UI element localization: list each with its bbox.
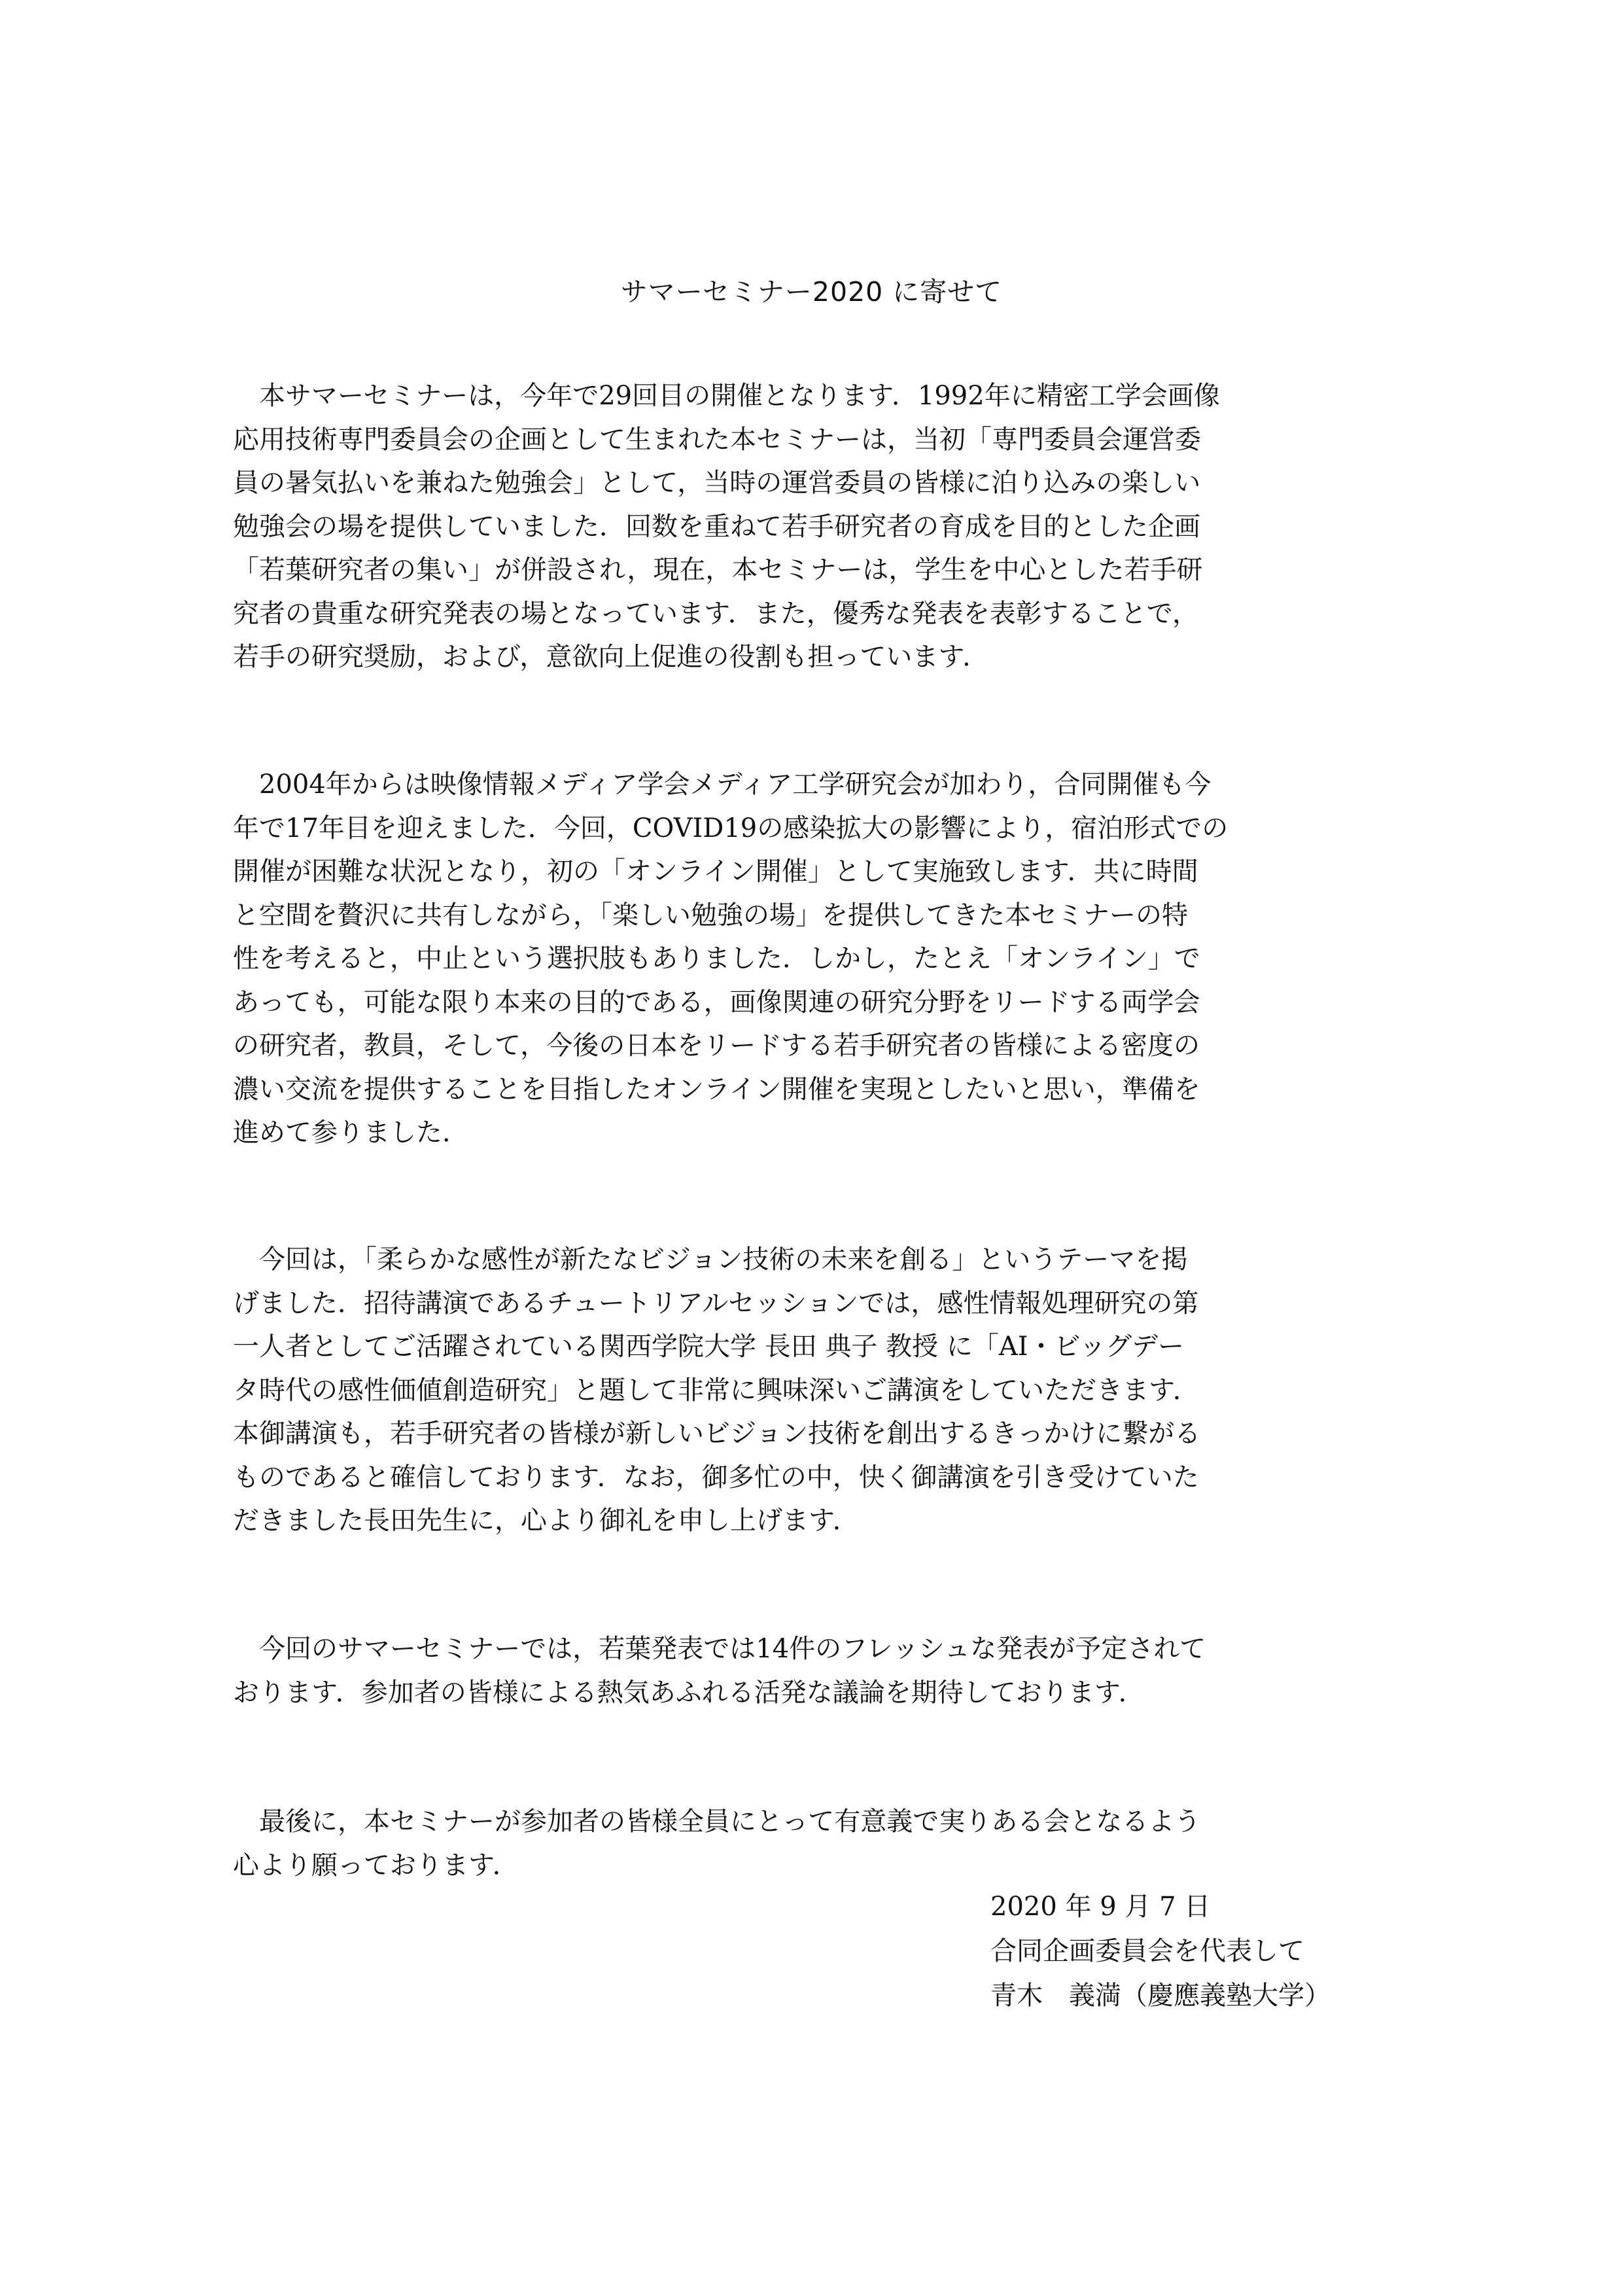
paragraph-line: 濃い交流を提供することを目指したオンライン開催を実現としたいと思い，準備を xyxy=(233,1074,1200,1104)
paragraph-line: げました．招待講演であるチュートリアルセッションでは，感性情報処理研究の第 xyxy=(233,1288,1199,1318)
paragraph-line: 一人者としてご活躍されている関西学院大学 長田 典子 教授 に「AI・ビッグデー xyxy=(233,1332,1184,1362)
paragraph-line: の研究者，教員，そして，今後の日本をリードする若手研究者の皆様による密度の xyxy=(233,1031,1200,1061)
paragraph-closing xyxy=(233,1800,1395,1887)
paragraph-intro xyxy=(233,374,1395,679)
document-title: サマーセミナー2020 に寄せて xyxy=(620,276,1003,308)
paragraph-line: 最後に，本セミナーが参加者の皆様全員にとって有意義で実りある会となるよう xyxy=(233,1807,1201,1837)
paragraph-line: 本サマーセミナーは，今年で29回目の開催となります．1992年に精密工学会画像 xyxy=(233,381,1220,411)
signature-date: 2020 年 9 月 7 日 xyxy=(990,1892,1211,1922)
signature-name: 青木 義満（慶應義塾大学） xyxy=(990,1981,1331,2011)
paragraph-line: と空間を贅沢に共有しながら，「楽しい勉強の場」を提供してきた本セミナーの特 xyxy=(233,900,1188,930)
signature-role: 合同企画委員会を代表して xyxy=(990,1936,1304,1966)
paragraph-line: 究者の貴重な研究発表の場となっています．また，優秀な発表を表彰することで， xyxy=(233,598,1198,629)
paragraph-line: 心より願っております． xyxy=(233,1850,519,1881)
paragraph-line: あっても，可能な限り本来の目的である，画像関連の研究分野をリードする両学会 xyxy=(233,987,1200,1017)
paragraph-line: 員の暑気払いを兼ねた勉強会」として，当時の運営委員の皆様に泊り込みの楽しい xyxy=(233,468,1201,498)
paragraph-line: 開催が困難な状況となり，初の「オンライン開催」として実施致します．共に時間 xyxy=(233,857,1198,887)
paragraph-line: 性を考えると，中止という選択肢もありました．しかし，たとえ「オンライン」で xyxy=(233,944,1200,974)
paragraph-line: ものであると確信しております．なお，御多忙の中，快く御講演を引き受けていた xyxy=(233,1462,1199,1492)
paragraph-line: タ時代の感性価値創造研究」と題して非常に興味深いご講演をしていただきます． xyxy=(233,1375,1199,1405)
paragraph-line: 進めて参りました． xyxy=(233,1118,468,1148)
paragraph-line: 応用技術専門委員会の企画として生まれた本セミナーは，当初「専門委員会運営委 xyxy=(233,424,1201,455)
paragraph-line: だきました長田先生に，心より御礼を申し上げます． xyxy=(233,1506,859,1536)
paragraph-line: 勉強会の場を提供していました．回数を重ねて若手研究者の育成を目的とした企画 xyxy=(233,511,1200,542)
paragraph-line: おります．参加者の皆様による熱気あふれる活発な議論を期待しております． xyxy=(233,1677,1145,1708)
paragraph-line: 今回のサマーセミナーでは，若葉発表では14件のフレッシュな発表が予定されて xyxy=(233,1634,1206,1664)
paragraph-line: 「若葉研究者の集い」が併設され，現在，本セミナーは，学生を中心とした若手研 xyxy=(233,555,1203,585)
paragraph-history xyxy=(233,763,1395,1155)
paragraph-line: 年で17年目を迎えました．今回，COVID19の感染拡大の影響により，宿泊形式での xyxy=(233,813,1229,843)
paragraph-line: 若手の研究奨励，および，意欲向上促進の役割も担っています． xyxy=(233,642,989,672)
paragraph-line: 本御講演も，若手研究者の皆様が新しいビジョン技術を創出するきっかけに繋がる xyxy=(233,1419,1201,1449)
signature-block xyxy=(990,1884,1331,2018)
paragraph-theme xyxy=(233,1238,1395,1543)
paragraph-line: 2004年からは映像情報メディア学会メディア工学研究会が加わり，合同開催も今 xyxy=(233,769,1212,800)
paragraph-presentations xyxy=(233,1627,1395,1714)
paragraph-line: 今回は，「柔らかな感性が新たなビジョン技術の未来を創る」というテーマを掲 xyxy=(233,1245,1188,1275)
